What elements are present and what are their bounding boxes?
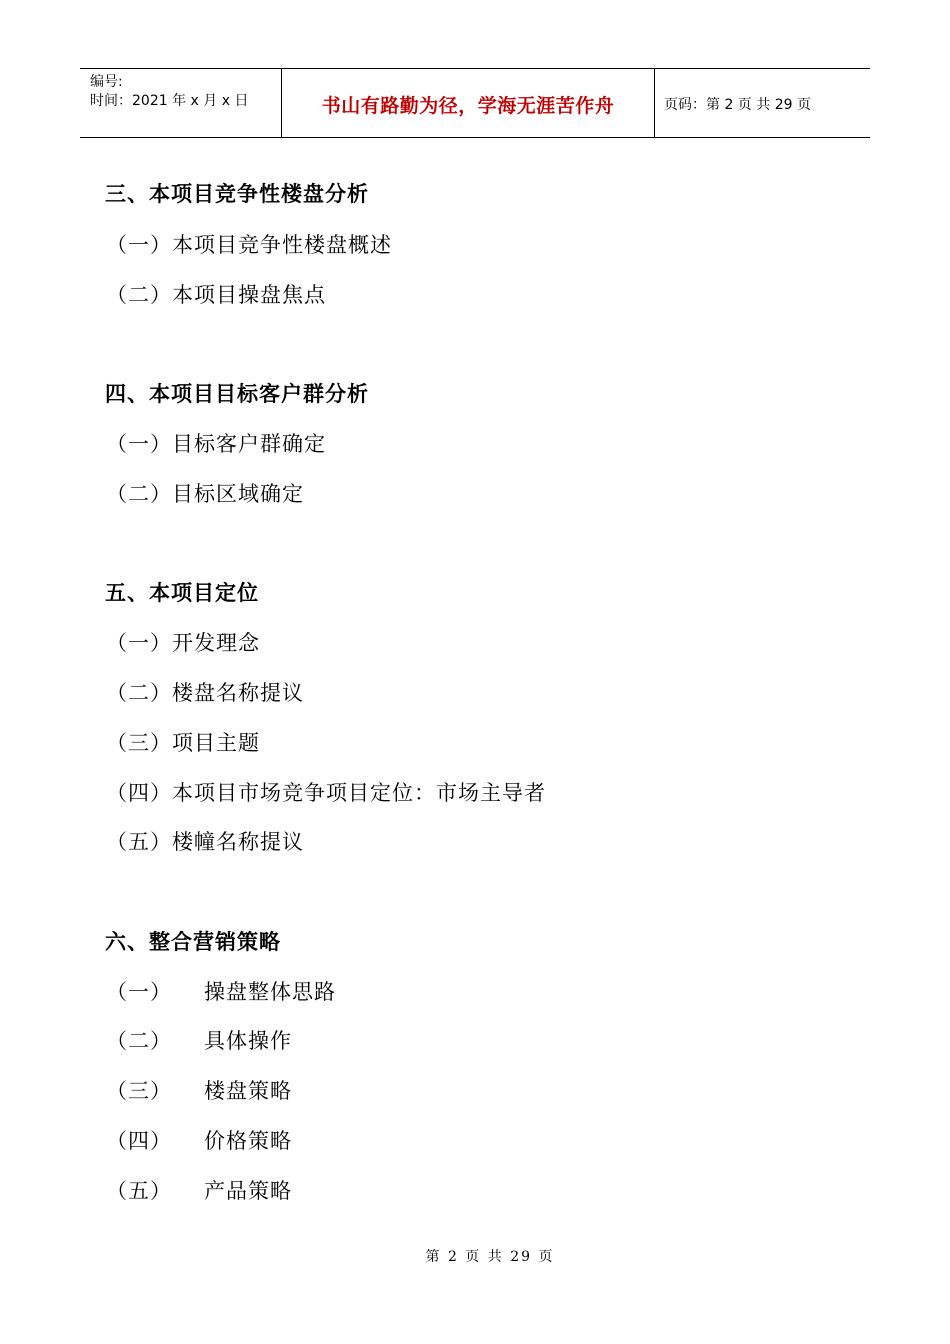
- section-item: （三）项目主题: [106, 731, 260, 755]
- section-item: （一）目标客户群确定: [106, 432, 326, 456]
- item-text: 具体操作: [204, 1029, 292, 1053]
- header-meta: [90, 73, 248, 111]
- header-motto: 书山有路勤为径，学海无涯苦作舟: [321, 95, 615, 117]
- section-title: 五、本项目定位: [105, 581, 259, 605]
- section-item: （一）开发理念: [106, 631, 260, 655]
- item-text: 价格策略: [204, 1129, 292, 1153]
- page-header: [80, 68, 870, 138]
- time-label: 时间：2021 年 x 月 x 日: [90, 93, 249, 109]
- section-item: [106, 1175, 292, 1205]
- section-item: （一）本项目竞争性楼盘概述: [106, 233, 392, 257]
- section-item: （四）本项目市场竞争项目定位：市场主导者: [106, 781, 546, 805]
- section-item: [106, 1025, 292, 1055]
- section-item: （二）楼盘名称提议: [106, 681, 304, 705]
- section-item: （二）本项目操盘焦点: [106, 283, 326, 307]
- header-page-info: 页码：第 2 页 共 29 页: [664, 97, 811, 113]
- header-divider: [654, 69, 655, 137]
- section-title: 三、本项目竞争性楼盘分析: [105, 182, 369, 206]
- item-text: 楼盘策略: [204, 1079, 292, 1103]
- item-text: 产品策略: [204, 1179, 292, 1203]
- section-title: 六、整合营销策略: [105, 930, 281, 954]
- section-item: [106, 1075, 292, 1105]
- section-title: 四、本项目目标客户群分析: [105, 382, 369, 406]
- section-item: （二）目标区域确定: [106, 482, 304, 506]
- number-label: 编号:: [90, 74, 123, 90]
- section-item: （五）楼幢名称提议: [106, 830, 304, 854]
- section-item: [106, 976, 336, 1006]
- item-number: （四）: [106, 1129, 172, 1153]
- page-footer: 第 2 页 共 29 页: [425, 1249, 555, 1265]
- item-text: 操盘整体思路: [204, 980, 336, 1004]
- item-number: （三）: [106, 1079, 172, 1103]
- item-number: （二）: [106, 1029, 172, 1053]
- section-item: [106, 1125, 292, 1155]
- item-number: （一）: [106, 980, 172, 1004]
- item-number: （五）: [106, 1179, 172, 1203]
